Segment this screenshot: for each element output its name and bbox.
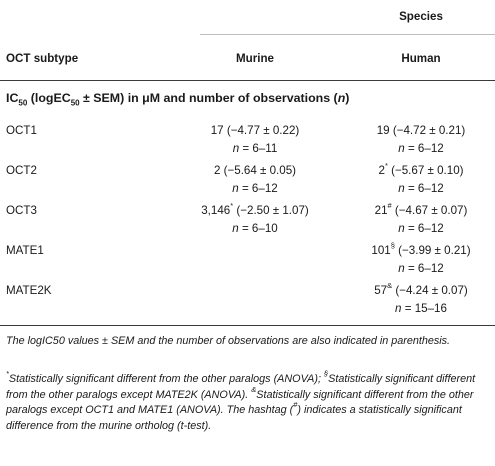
footnote-text-1: Statistically significant different from the other paralogs (ANOVA); bbox=[8, 373, 324, 385]
murine-log: (−5.64 ± 0.05) bbox=[220, 164, 297, 177]
table-bottom-rule bbox=[0, 325, 495, 326]
human-log: (−5.67 ± 0.10) bbox=[387, 164, 464, 177]
n-range: = 6–12 bbox=[238, 182, 278, 195]
human-log: (−4.67 ± 0.07) bbox=[391, 204, 468, 217]
human-value: 19 bbox=[376, 124, 390, 137]
cell-human-oct2 bbox=[347, 161, 495, 177]
human-log: (−4.24 ± 0.07) bbox=[392, 284, 468, 297]
significance-mark: * bbox=[384, 161, 388, 171]
murine-log: (−2.50 ± 1.07) bbox=[233, 204, 309, 217]
cell-murine-n-oct1 bbox=[190, 142, 320, 155]
row-subtype-mate1: MATE1 bbox=[6, 244, 44, 257]
species-header: Species bbox=[399, 10, 443, 23]
cell-human-n-oct2 bbox=[347, 182, 495, 195]
footnote-logic50: The logIC50 values ± SEM and the number of observations are also indicated in parenthesis. bbox=[6, 335, 451, 347]
footnote-significance bbox=[6, 369, 492, 434]
human-log: (−4.72 ± 0.21) bbox=[389, 124, 466, 137]
cell-human-n-mate1 bbox=[347, 262, 495, 275]
footnote-text-2: Statistically significant different from the other paralogs except MATE2K (ANOVA). bbox=[6, 373, 476, 401]
ic-subscript: 50 bbox=[18, 98, 28, 108]
cell-murine-n-oct3 bbox=[190, 222, 320, 235]
n-label: n bbox=[232, 222, 239, 235]
cell-human-oct1 bbox=[347, 124, 495, 137]
species-underline bbox=[200, 34, 495, 35]
n-symbol: n bbox=[337, 91, 346, 105]
footnote-mark-section: § bbox=[323, 369, 329, 379]
significance-mark: & bbox=[387, 281, 393, 291]
human-log: (−3.99 ± 0.21) bbox=[394, 244, 471, 257]
ic-text: IC bbox=[6, 91, 19, 105]
close-paren: ) bbox=[345, 91, 350, 105]
n-label: n bbox=[232, 182, 239, 195]
murine-value: 17 bbox=[210, 124, 224, 137]
significance-mark: * bbox=[230, 201, 234, 211]
oct-subtype-header: OCT subtype bbox=[6, 52, 79, 65]
n-range: = 6–12 bbox=[404, 182, 444, 195]
footnote-mark-hash: # bbox=[293, 400, 298, 410]
n-label: n bbox=[398, 142, 405, 155]
murine-value: 3,146 bbox=[201, 204, 231, 217]
cell-murine-oct3 bbox=[190, 201, 320, 217]
footnote-text-4: ) indicates a statistically significant difference from the murine ortholog (t-test). bbox=[6, 404, 462, 432]
cell-human-n-mate2k bbox=[347, 302, 495, 315]
n-range: = 6–12 bbox=[404, 142, 444, 155]
n-label: n bbox=[232, 142, 240, 155]
cell-human-mate1 bbox=[347, 241, 495, 257]
human-value: 2 bbox=[378, 164, 385, 177]
header-rule bbox=[0, 80, 495, 81]
log-post-text: ± SEM) in μM and number of observations ( bbox=[79, 91, 338, 105]
n-range: = 6–10 bbox=[238, 222, 278, 235]
row-subtype-oct3: OCT3 bbox=[6, 204, 37, 217]
footnote-mark-ampersand: & bbox=[251, 384, 257, 394]
cell-human-n-oct3 bbox=[347, 222, 495, 235]
n-label: n bbox=[398, 222, 405, 235]
murine-log: (−4.77 ± 0.22) bbox=[223, 124, 300, 137]
n-label: n bbox=[395, 302, 402, 315]
row-subtype-oct2: OCT2 bbox=[6, 164, 37, 177]
murine-value: 2 bbox=[213, 164, 221, 177]
n-range: = 6–11 bbox=[239, 142, 278, 155]
footnote-mark-star: * bbox=[6, 369, 9, 379]
log-subscript: 50 bbox=[70, 98, 80, 108]
cell-human-n-oct1 bbox=[347, 142, 495, 155]
human-value: 57 bbox=[374, 284, 388, 297]
human-value: 101 bbox=[371, 244, 391, 257]
row-subtype-mate2k: MATE2K bbox=[6, 284, 52, 297]
human-header: Human bbox=[401, 52, 441, 65]
cell-human-mate2k bbox=[347, 281, 495, 297]
log-pre-text: (logEC bbox=[27, 91, 71, 105]
n-range: = 6–12 bbox=[404, 262, 444, 275]
footnote-text-3: Statistically significant different from the other paralogs except OCT1 and MATE1 (ANOVA). The hashtag ( bbox=[6, 388, 474, 416]
cell-murine-oct1 bbox=[190, 124, 320, 137]
significance-mark: § bbox=[390, 241, 395, 251]
row-subtype-oct1: OCT1 bbox=[6, 124, 37, 137]
section-title bbox=[6, 91, 350, 108]
cell-murine-oct2 bbox=[190, 164, 320, 177]
n-label: n bbox=[398, 182, 405, 195]
significance-mark: # bbox=[387, 201, 392, 211]
human-value: 21 bbox=[374, 204, 388, 217]
murine-header: Murine bbox=[235, 52, 274, 65]
n-label: n bbox=[398, 262, 405, 275]
n-range: = 6–12 bbox=[404, 222, 444, 235]
n-range: = 15–16 bbox=[401, 302, 447, 315]
cell-human-oct3 bbox=[347, 201, 495, 217]
cell-murine-n-oct2 bbox=[190, 182, 320, 195]
